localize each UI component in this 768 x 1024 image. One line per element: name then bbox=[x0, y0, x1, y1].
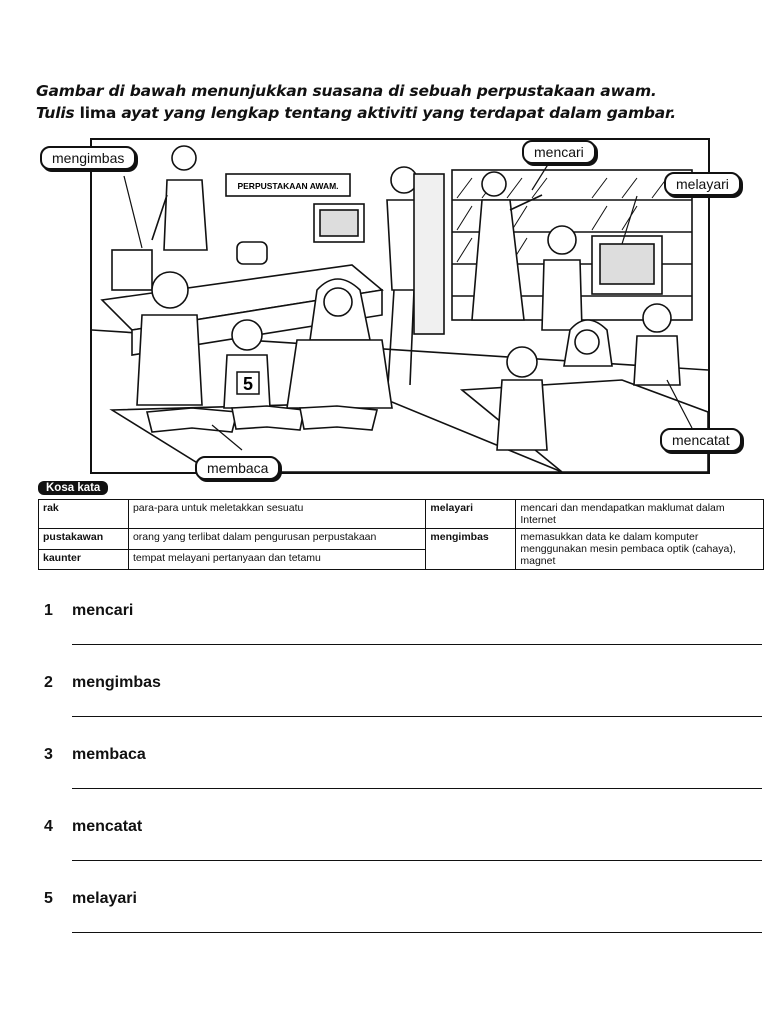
counter-screen bbox=[320, 210, 358, 236]
label-membaca: membaca bbox=[195, 456, 280, 480]
instruction-line-2 bbox=[36, 102, 736, 124]
shirt-number: 5 bbox=[242, 374, 254, 394]
reading-man-body bbox=[137, 315, 202, 405]
boy-computer-head bbox=[548, 226, 576, 254]
meaning-cell: orang yang terlibat dalam pengurusan perpustakaan bbox=[128, 529, 425, 550]
label-mencatat: mencatat bbox=[660, 428, 742, 452]
woman-reading-dress bbox=[287, 340, 392, 408]
girl-writing-face bbox=[575, 330, 599, 354]
term-cell: mengimbas bbox=[426, 529, 516, 570]
question-number: 2 bbox=[44, 674, 53, 691]
boy-writing-body bbox=[497, 380, 547, 450]
label-melayari: melayari bbox=[664, 172, 741, 196]
meaning-cell: tempat melayani pertanyaan dan tetamu bbox=[128, 549, 425, 570]
meaning-cell: para-para untuk meletakkan sesuatu bbox=[128, 500, 425, 529]
shelf-divider bbox=[414, 174, 444, 334]
scanner-machine bbox=[112, 250, 152, 290]
woman-reading-face bbox=[324, 288, 352, 316]
term-cell: pustakawan bbox=[39, 529, 129, 550]
question-number: 1 bbox=[44, 602, 53, 619]
answer-line[interactable] bbox=[72, 644, 762, 645]
man-head bbox=[391, 167, 417, 193]
reading-man-head bbox=[152, 272, 188, 308]
boy-right-head bbox=[643, 304, 671, 332]
question-word: mencari bbox=[72, 602, 134, 619]
instruction-line-2-end: ayat yang lengkap tentang aktiviti yang terdapat dalam gambar. bbox=[121, 104, 676, 122]
open-book-3 bbox=[300, 406, 377, 430]
instruction-line-2-start: Tulis bbox=[36, 104, 75, 122]
boy-computer-body bbox=[542, 260, 582, 330]
open-book-2 bbox=[232, 406, 304, 430]
label-mencari: mencari bbox=[522, 140, 596, 164]
library-scene-drawing bbox=[92, 140, 708, 472]
term-cell: rak bbox=[39, 500, 129, 529]
boy-right-body bbox=[634, 336, 680, 385]
answer-line[interactable] bbox=[72, 716, 762, 717]
man-leg-left bbox=[388, 290, 394, 385]
answer-line[interactable] bbox=[72, 932, 762, 933]
computer-screen bbox=[600, 244, 654, 284]
kosa-kata-table bbox=[38, 499, 764, 570]
table-row bbox=[39, 529, 764, 550]
term-cell: kaunter bbox=[39, 549, 129, 570]
instruction-line-1: Gambar di bawah menunjukkan suasana di sebuah perpustakaan awam. bbox=[36, 82, 657, 100]
question-word: membaca bbox=[72, 746, 146, 763]
librarian-head bbox=[172, 146, 196, 170]
meaning-cell: mencari dan mendapatkan maklumat dalam Internet bbox=[516, 500, 764, 529]
open-book-1 bbox=[147, 408, 237, 432]
term-cell: melayari bbox=[426, 500, 516, 529]
question-word: melayari bbox=[72, 890, 137, 907]
boy-writing-head bbox=[507, 347, 537, 377]
question-number: 4 bbox=[44, 818, 53, 835]
answer-line[interactable] bbox=[72, 860, 762, 861]
library-sign-text: PERPUSTAKAAN AWAM. bbox=[237, 181, 339, 191]
answer-line[interactable] bbox=[72, 788, 762, 789]
instructions bbox=[36, 80, 736, 124]
library-illustration bbox=[90, 138, 710, 474]
meaning-cell: memasukkan data ke dalam komputer menggunakan mesin pembaca optik (cahaya), magnet bbox=[516, 529, 764, 570]
question-word: mengimbas bbox=[72, 674, 161, 691]
question-number: 3 bbox=[44, 746, 53, 763]
table-row bbox=[39, 500, 764, 529]
chair bbox=[237, 242, 267, 264]
question-number: 5 bbox=[44, 890, 53, 907]
instruction-line-2-bold: lima bbox=[79, 104, 117, 122]
librarian-body bbox=[164, 180, 207, 250]
label-mengimbas: mengimbas bbox=[40, 146, 136, 170]
girl-head bbox=[232, 320, 262, 350]
kosa-kata-title: Kosa kata bbox=[38, 481, 108, 495]
pointer-mengimbas bbox=[124, 176, 142, 248]
woman-searching-head bbox=[482, 172, 506, 196]
question-word: mencatat bbox=[72, 818, 143, 835]
